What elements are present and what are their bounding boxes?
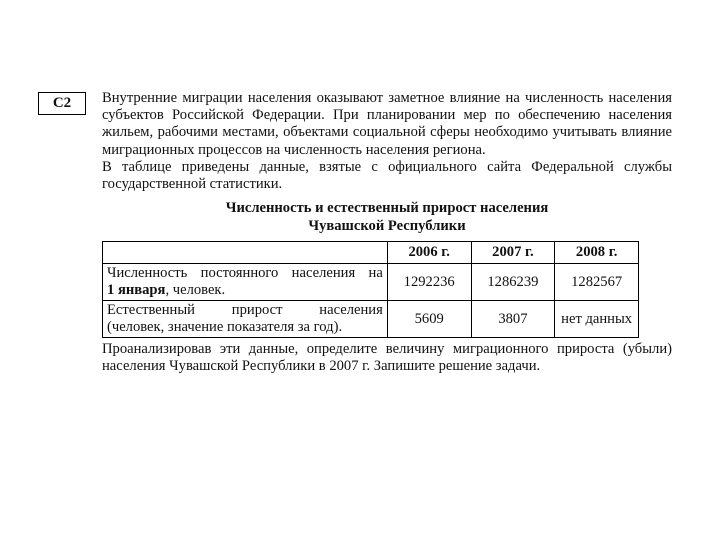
table-title xyxy=(102,199,672,235)
table-header-row xyxy=(103,242,639,264)
header-2007: 2007 г. xyxy=(471,242,555,264)
table-row-population xyxy=(103,264,639,301)
cell-population-2006: 1292236 xyxy=(387,264,471,301)
row-label-population-line1: Численность постоянного населения на xyxy=(107,265,383,282)
table-row-natural-growth xyxy=(103,301,639,338)
cell-population-2007: 1286239 xyxy=(471,264,555,301)
task-content xyxy=(102,90,672,376)
header-empty xyxy=(103,242,388,264)
header-2008: 2008 г. xyxy=(555,242,639,264)
table-title-line2: Чувашской Республики xyxy=(308,218,466,235)
cell-population-2008: 1282567 xyxy=(555,264,639,301)
task-number-label: С2 xyxy=(38,92,86,115)
row-label-growth-line2: (человек, значение показателя за год). xyxy=(107,319,343,336)
population-table xyxy=(102,241,639,338)
row-label-population-bold: 1 января xyxy=(107,282,166,299)
question-paragraph: Проанализировав эти данные, определите величину миграционного прироста (убыли) населения Чувашской Республики в 2007 г. Запишите решение задачи. xyxy=(102,341,672,375)
cell-growth-2006: 5609 xyxy=(387,301,471,338)
row-label-natural-growth xyxy=(103,301,388,338)
source-paragraph: В таблице приведены данные, взятые с официального сайта Федеральной службы государственной статистики. xyxy=(102,158,672,193)
cell-growth-2008: нет данных xyxy=(555,301,639,338)
cell-growth-2007: 3807 xyxy=(471,301,555,338)
row-label-population xyxy=(103,264,388,301)
header-2006: 2006 г. xyxy=(387,242,471,264)
row-label-population-rest: , человек. xyxy=(165,282,226,299)
intro-paragraph: Внутренние миграции населения оказывают заметное влияние на численность населения субъектов Российской Федерации. При планировании мер по обеспечению населения жильем, рабочими местами, объектами социальной сферы необходимо учитывать влияние миграционных процессов на численность населения региона. xyxy=(102,90,672,158)
row-label-growth-line1: Естественный прирост населения xyxy=(107,302,383,319)
row-label-population-line2 xyxy=(107,282,383,299)
table-title-line1: Численность и естественный прирост населения xyxy=(225,200,549,217)
